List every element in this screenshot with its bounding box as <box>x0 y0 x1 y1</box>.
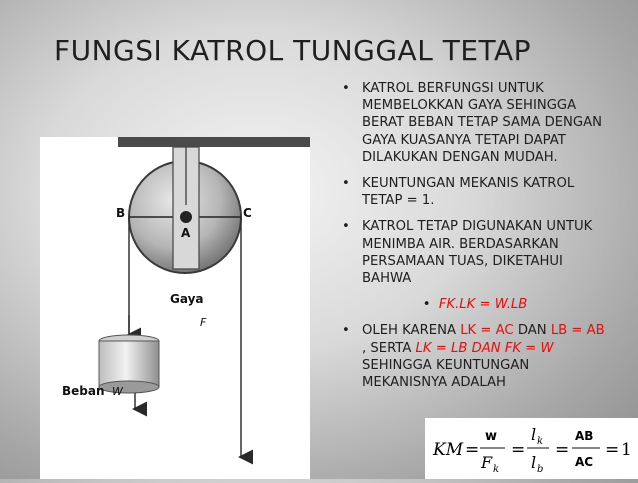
pulley-axle <box>180 211 192 223</box>
lk-ac: LK = AC <box>460 323 514 339</box>
eq-2: = <box>511 440 526 460</box>
bullet-5-text-a: OLEH KARENA <box>362 323 461 339</box>
bullet-list <box>340 80 610 400</box>
frac2-num: l <box>531 425 537 444</box>
bullet-1-text: KATROL BERFUNGSI UNTUK MEMBELOKKAN GAYA SEHINGGA BERAT BEBAN TETAP SAMA DENGAN GAYA KUASANYA TETAPI DAPAT DILAKUKAN DENGAN MUDAH. <box>362 81 603 165</box>
frac1-den-sub: k <box>493 464 500 475</box>
frac1-den: F <box>481 453 493 472</box>
label-gaya: Gaya <box>170 292 204 306</box>
eq-1: = <box>465 440 480 460</box>
pulley-diagram <box>40 137 310 479</box>
bullet-5-dan2: DAN <box>467 340 505 356</box>
km-formula <box>425 418 638 479</box>
frac3-den: AC <box>575 455 594 469</box>
eq-4: = <box>605 440 620 460</box>
bullet-5-text-end: SEHINGGA KEUNTUNGAN MEKANISNYA ADALAH <box>362 357 530 391</box>
label-f: F <box>200 316 207 329</box>
km-symbol: KM <box>433 440 464 460</box>
bullet-1: • KATROL BERFUNGSI UNTUK MEMBELOKKAN GAYA SEHINGGA BERAT BEBAN TETAP SAMA DENGAN GAYA KUASANYA TETAPI DAPAT DILAKUKAN DENGAN MUDAH. <box>342 81 603 165</box>
equation-fk-lk: FK.LK = W.LB <box>438 297 528 313</box>
frac2-den: l <box>531 453 537 472</box>
label-w: W <box>112 385 123 398</box>
load-weight <box>99 341 159 387</box>
frac2-num-sub: k <box>537 436 544 447</box>
label-b: B <box>116 206 126 220</box>
bullet-4: • FK.LK = W.LB <box>422 297 528 313</box>
label-c: C <box>243 206 252 220</box>
ceiling-beam <box>118 137 310 147</box>
frac3-num: AB <box>575 429 594 443</box>
km-formula-svg <box>425 418 638 479</box>
bullet-2: • KEUNTUNGAN MEKANIS KATROL TETAP = 1. <box>342 176 575 209</box>
bullet-3: • KATROL TETAP DIGUNAKAN UNTUK MENIMBA AIR. BERDASARKAN PERSAMAAN TUAS, DIKETAHUI BAHWA <box>342 219 593 287</box>
pulley-figure <box>40 137 310 479</box>
bullet-5-dan: DAN <box>513 323 551 339</box>
bullet-5-serta: , SERTA <box>362 340 416 356</box>
fk-w: FK = W <box>504 340 554 356</box>
eq-3: = <box>555 440 570 460</box>
lk-lb: LK = LB <box>415 340 468 356</box>
formula-one: 1 <box>621 440 632 460</box>
bullet-5: • OLEH KARENA LK = AC DAN LB = AB , SERTA LK = LB DAN FK = W SEHINGGA KEUNTUNGAN MEKANISNYA ADALAH <box>342 323 605 391</box>
slide-title: FUNGSI KATROL TUNGGAL TETAP <box>54 34 531 67</box>
lb-ab: LB = AB <box>550 323 605 339</box>
frac1-num: w <box>485 429 498 444</box>
bullet-3-text: KATROL TETAP DIGUNAKAN UNTUK MENIMBA AIR. BERDASARKAN PERSAMAAN TUAS, DIKETAHUI BAHWA <box>362 219 593 287</box>
bullet-2-text: KEUNTUNGAN MEKANIS KATROL TETAP = 1. <box>362 176 575 209</box>
label-beban: Beban <box>62 384 105 398</box>
label-a: A <box>181 226 191 240</box>
frac2-den-sub: b <box>537 464 544 475</box>
